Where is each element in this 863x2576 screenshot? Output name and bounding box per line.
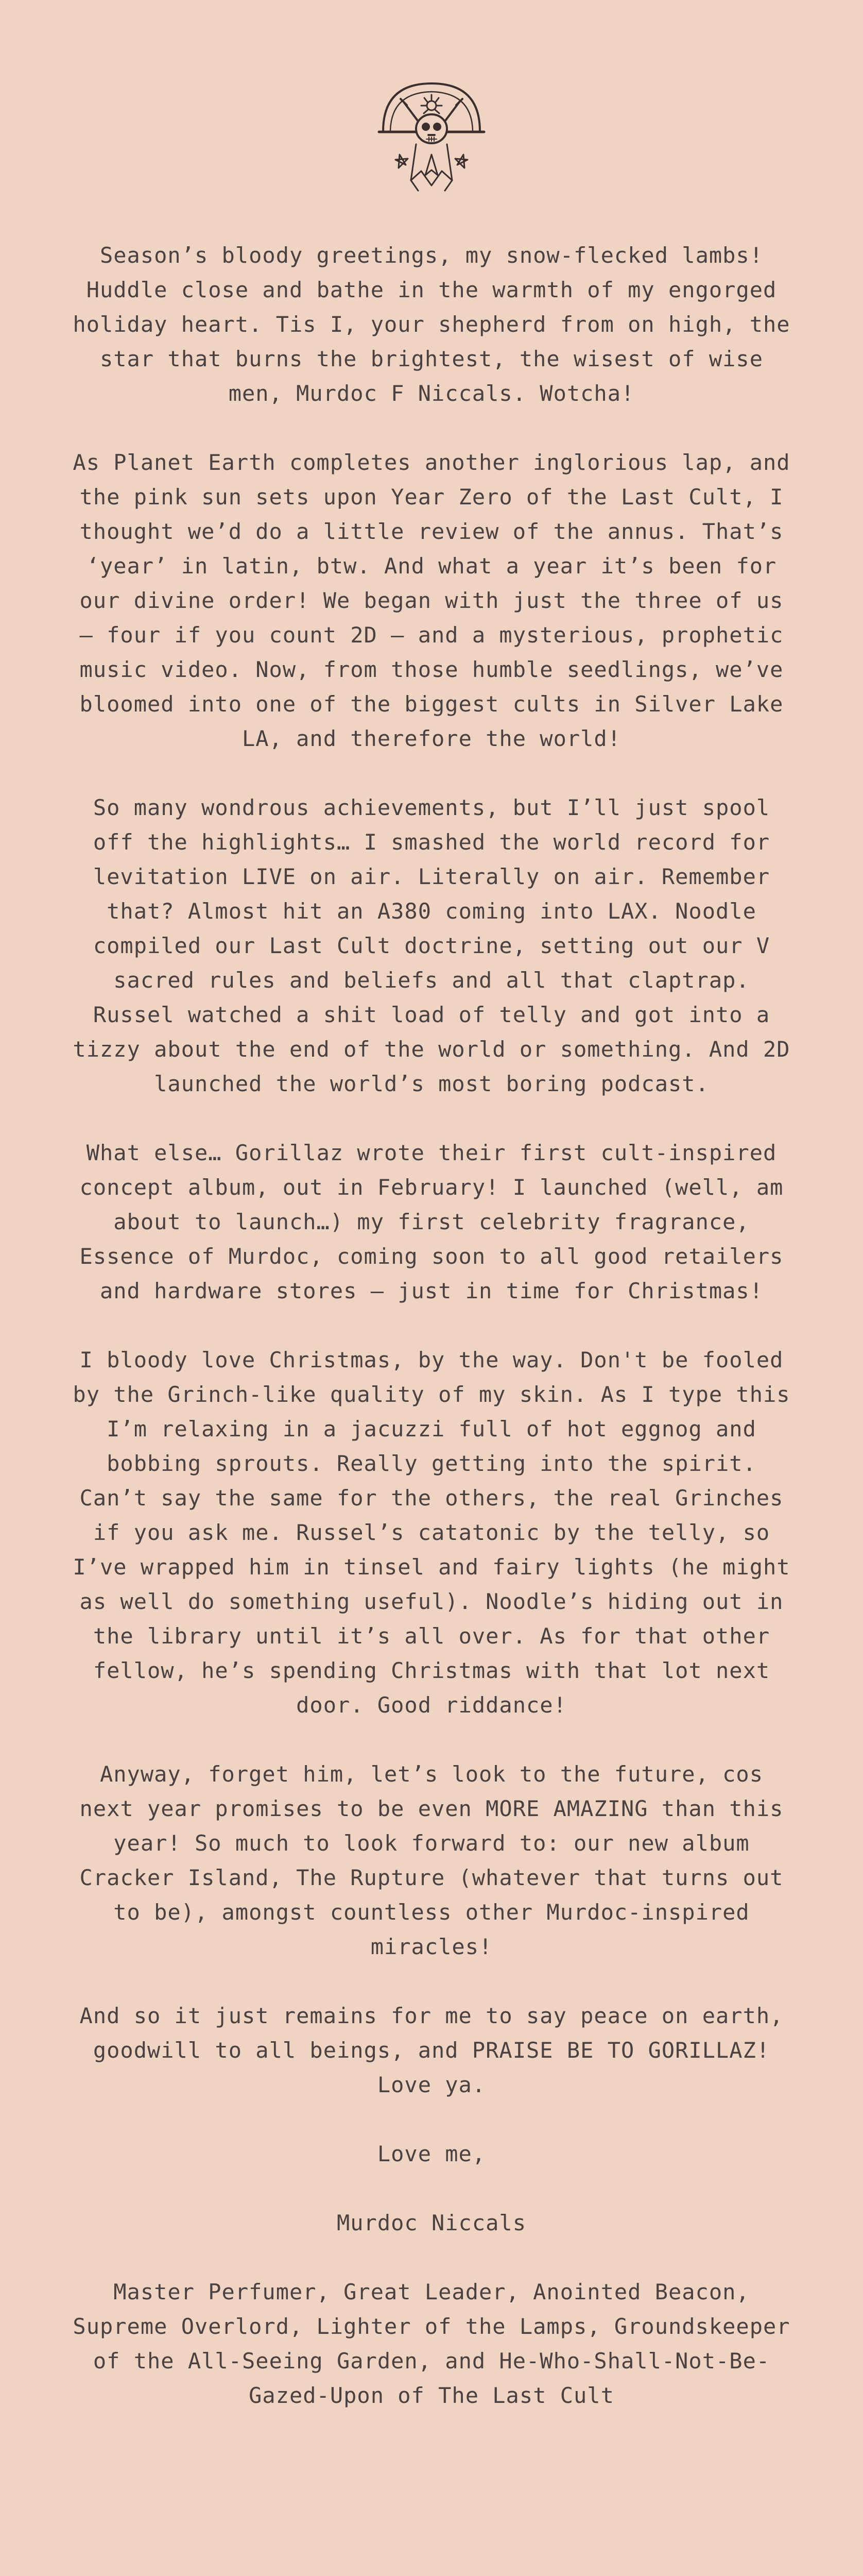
signoff: Love me, <box>377 2141 486 2166</box>
paragraph-future: Anyway, forget him, let’s look to the future, cos next year promises to be even MORE AMAZING than this year! So much to look forward to: our new album Cracker Island, The Rupture (whatever that turns out to be), amongst countless other Murdoc-inspired miracles! <box>79 1761 784 1959</box>
signature: Murdoc Niccals <box>336 2210 526 2235</box>
signature-titles: Master Perfumer, Great Leader, Anointed Beacon, Supreme Overlord, Lighter of the Lamps, Groundskeeper of the All-Seeing Garden, and He-Who-Shall-Not-Be-Gazed-Upon of The Last Cult <box>73 2279 790 2408</box>
paragraph-closing: And so it just remains for me to say peace on earth, goodwill to all beings, and PRAISE BE TO GORILLAZ! Love ya. <box>79 2003 784 2097</box>
paragraph-greeting: Season’s bloody greetings, my snow-flecked lambs! Huddle close and bathe in the warmth of my engorged holiday heart. Tis I, your shepherd from on high, the star that burns the brightest, the wisest of wise men, Murdoc F Niccals. Wotcha! <box>73 243 790 406</box>
paragraph-christmas: I bloody love Christmas, by the way. Don't be fooled by the Grinch-like quality of my skin. As I type this I’m relaxing in a jacuzzi full of hot eggnog and bobbing sprouts. Really getting into the spirit. Can’t say the same for the others, the real Grinches if you ask me. Russel’s catatonic by the telly, so I’ve wrapped him in tinsel and fairy lights (he might as well do something useful). Noodle’s hiding out in the library until it’s all over. As for that other fellow, he’s spending Christmas with that lot next door. Good riddance! <box>73 1347 790 1718</box>
paragraph-album-fragrance: What else… Gorillaz wrote their first cult-inspired concept album, out in February! I launched (well, am about to launch…) my first celebrity fragrance, Essence of Murdoc, coming soon to all good retailers and hardware stores – just in time for Christmas! <box>79 1140 784 1303</box>
paragraph-highlights: So many wondrous achievements, but I’ll just spool off the highlights… I smashed the world record for levitation LIVE on air. Literally on air. Remember that? Almost hit an A380 coming into LAX. Noodle compiled our Last Cult doctrine, setting out our V sacred rules and beliefs and all that claptrap. Russel watched a shit load of telly and got into a tizzy about the end of the world or something. And 2D launched the world’s most boring podcast. <box>73 795 790 1096</box>
letter-body <box>67 238 796 2413</box>
last-cult-crest-icon <box>375 77 488 196</box>
paragraph-year-review: As Planet Earth completes another inglorious lap, and the pink sun sets upon Year Zero of the Last Cult, I thought we’d do a little review of the annus. That’s ‘year’ in latin, btw. And what a year it’s been for our divine order! We began with just the three of us – four if you count 2D – and a mysterious, prophetic music video. Now, from those humble seedlings, we’ve bloomed into one of the biggest cults in Silver Lake LA, and therefore the world! <box>73 450 790 751</box>
